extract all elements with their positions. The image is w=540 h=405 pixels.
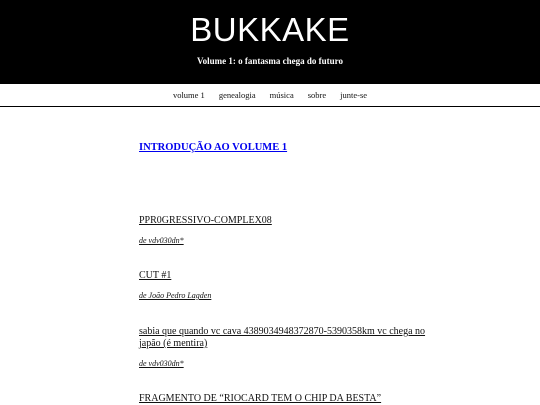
post-title[interactable]: CUT #1 <box>139 270 172 281</box>
post-title[interactable]: sabia que quando vc cava 4389034948372870-5390358km vc chega no japão (é mentira) <box>139 326 426 349</box>
site-title[interactable]: BUKKAKE <box>190 11 350 48</box>
nav-item-sobre[interactable]: sobre <box>307 90 327 100</box>
nav-item-musica[interactable]: música <box>269 90 294 100</box>
site-tagline: Volume 1: o fantasma chega do futuro <box>196 56 343 66</box>
post-author[interactable]: de vdv030dn* <box>139 359 184 368</box>
main-nav <box>0 84 540 107</box>
nav-item-genealogia[interactable]: genealogia <box>218 90 256 100</box>
nav-item-volume-1[interactable]: volume 1 <box>172 90 205 100</box>
nav-item-junte-se[interactable]: junte-se <box>340 90 368 100</box>
post-author[interactable]: de vdv030dn* <box>139 236 184 245</box>
post-title[interactable]: FRAGMENTO DE “RIOCARD TEM O CHIP DA BESTA” <box>139 393 382 404</box>
site-header <box>0 0 540 84</box>
post-title[interactable]: PPR0GRESSIVO-COMPLEX08 <box>139 215 272 226</box>
post-author[interactable]: de João Pedro Lagden <box>139 291 212 300</box>
section-heading-intro[interactable]: INTRODUÇÃO AO VOLUME 1 <box>139 142 288 153</box>
